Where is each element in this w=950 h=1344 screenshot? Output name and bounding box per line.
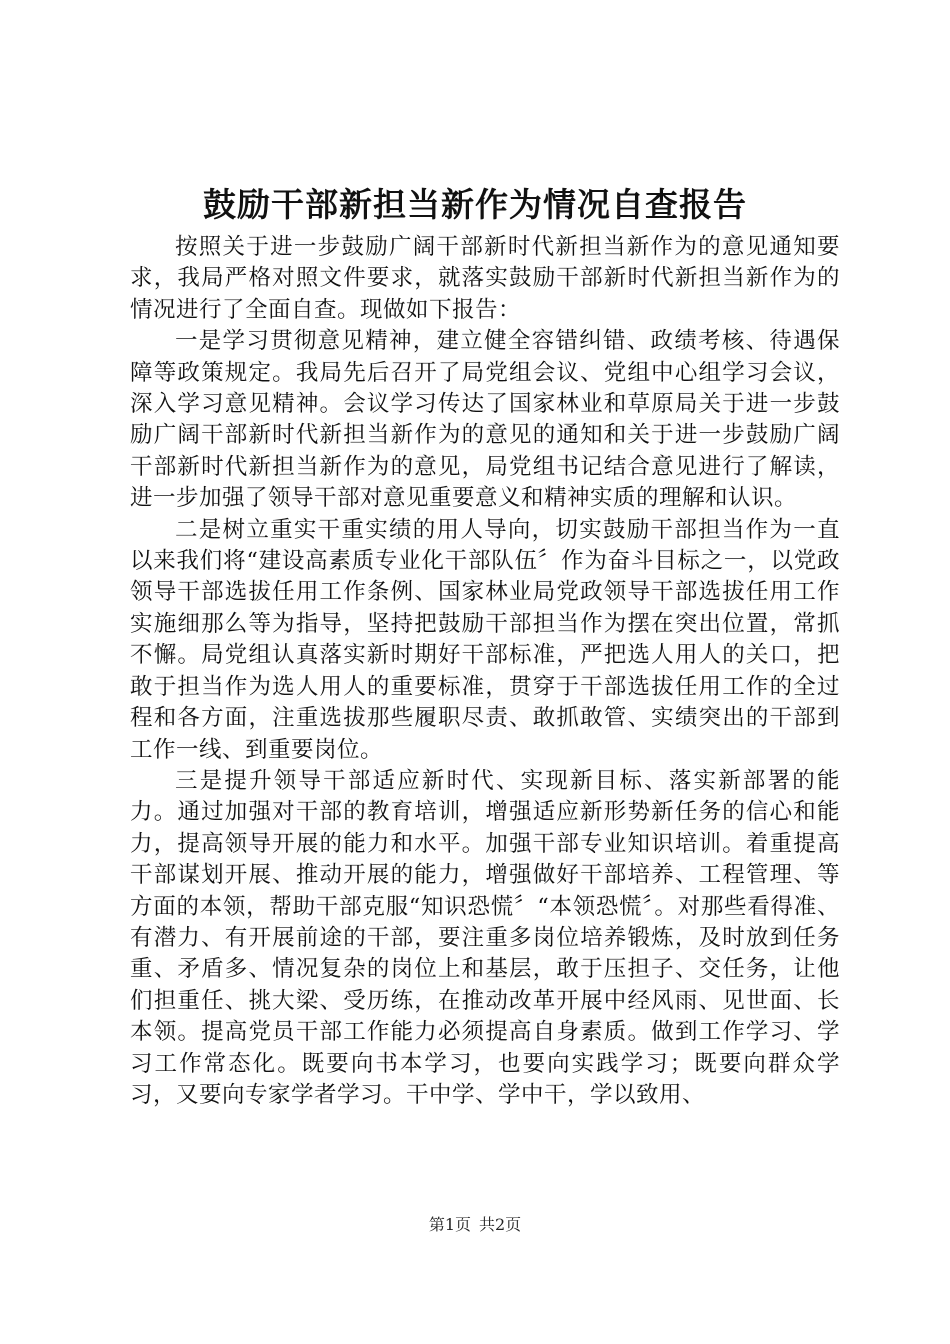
page-total: 共2页 (479, 1215, 522, 1234)
page-number: 第1页 (428, 1215, 471, 1234)
paragraph-point-three: 三是提升领导干部适应新时代、实现新目标、落实新部署的能力。通过加强对干部的教育培训，增强适应新形势新任务的信心和能力，提高领导开展的能力和水平。加强干部专业知识培训。着重提高干部谋划开展、推动开展的能力，增强做好干部培养、工程管理、等方面的本领，帮助干部克服“知识恐慌〞“本领恐慌〞。对那些看得准、有潜力、有开展前途的干部，要注重多岗位培养锻炼，及时放到任务重、矛盾多、情况复杂的岗位上和基层，敢于压担子、交任务，让他们担重任、挑大梁、受历练，在推动改革开展中经风雨、见世面、长本领。提高党员干部工作能力必须提高自身素质。做到工作学习、学习工作常态化。既要向书本学习，也要向实践学习；既要向群众学习，又要向专家学者学习。干中学、学中干，学以致用、 (130, 767, 840, 1108)
paragraph-point-one: 一是学习贯彻意见精神，建立健全容错纠错、政绩考核、待遇保障等政策规定。我局先后召开了局党组会议、党组中心组学习会议，深入学习意见精神。会议学习传达了国家林业和草原局关于进一步鼓励广阔干部新时代新担当新作为的意见的通知和关于进一步鼓励广阔干部新时代新担当新作为的意见，局党组书记结合意见进行了解读，进一步加强了领导干部对意见重要意义和精神实质的理解和认识。 (130, 328, 840, 512)
paragraph-point-two: 二是树立重实干重实绩的用人导向，切实鼓励干部担当作为一直以来我们将“建设高素质专业化干部队伍〞作为奋斗目标之一，以党政领导干部选拔任用工作条例、国家林业局党政领导干部选拔任用工作实施细那么等为指导，坚持把鼓励干部担当作为摆在突出位置，常抓不懈。局党组认真落实新时期好干部标准，严把选人用人的关口，把敢于担当作为选人用人的重要标准，贯穿于干部选拔任用工作的全过程和各方面，注重选拔那些履职尽责、敢抓敢管、实绩突出的干部到工作一线、到重要岗位。 (130, 516, 840, 763)
document-title: 鼓励干部新担当新作为情况自查报告 (203, 185, 747, 224)
page-footer (0, 1215, 950, 1235)
paragraph-intro: 按照关于进一步鼓励广阔干部新时代新担当新作为的意见通知要求，我局严格对照文件要求，就落实鼓励干部新时代新担当新作为的情况进行了全面自查。现做如下报告： (130, 234, 840, 323)
document-body (130, 232, 840, 1111)
